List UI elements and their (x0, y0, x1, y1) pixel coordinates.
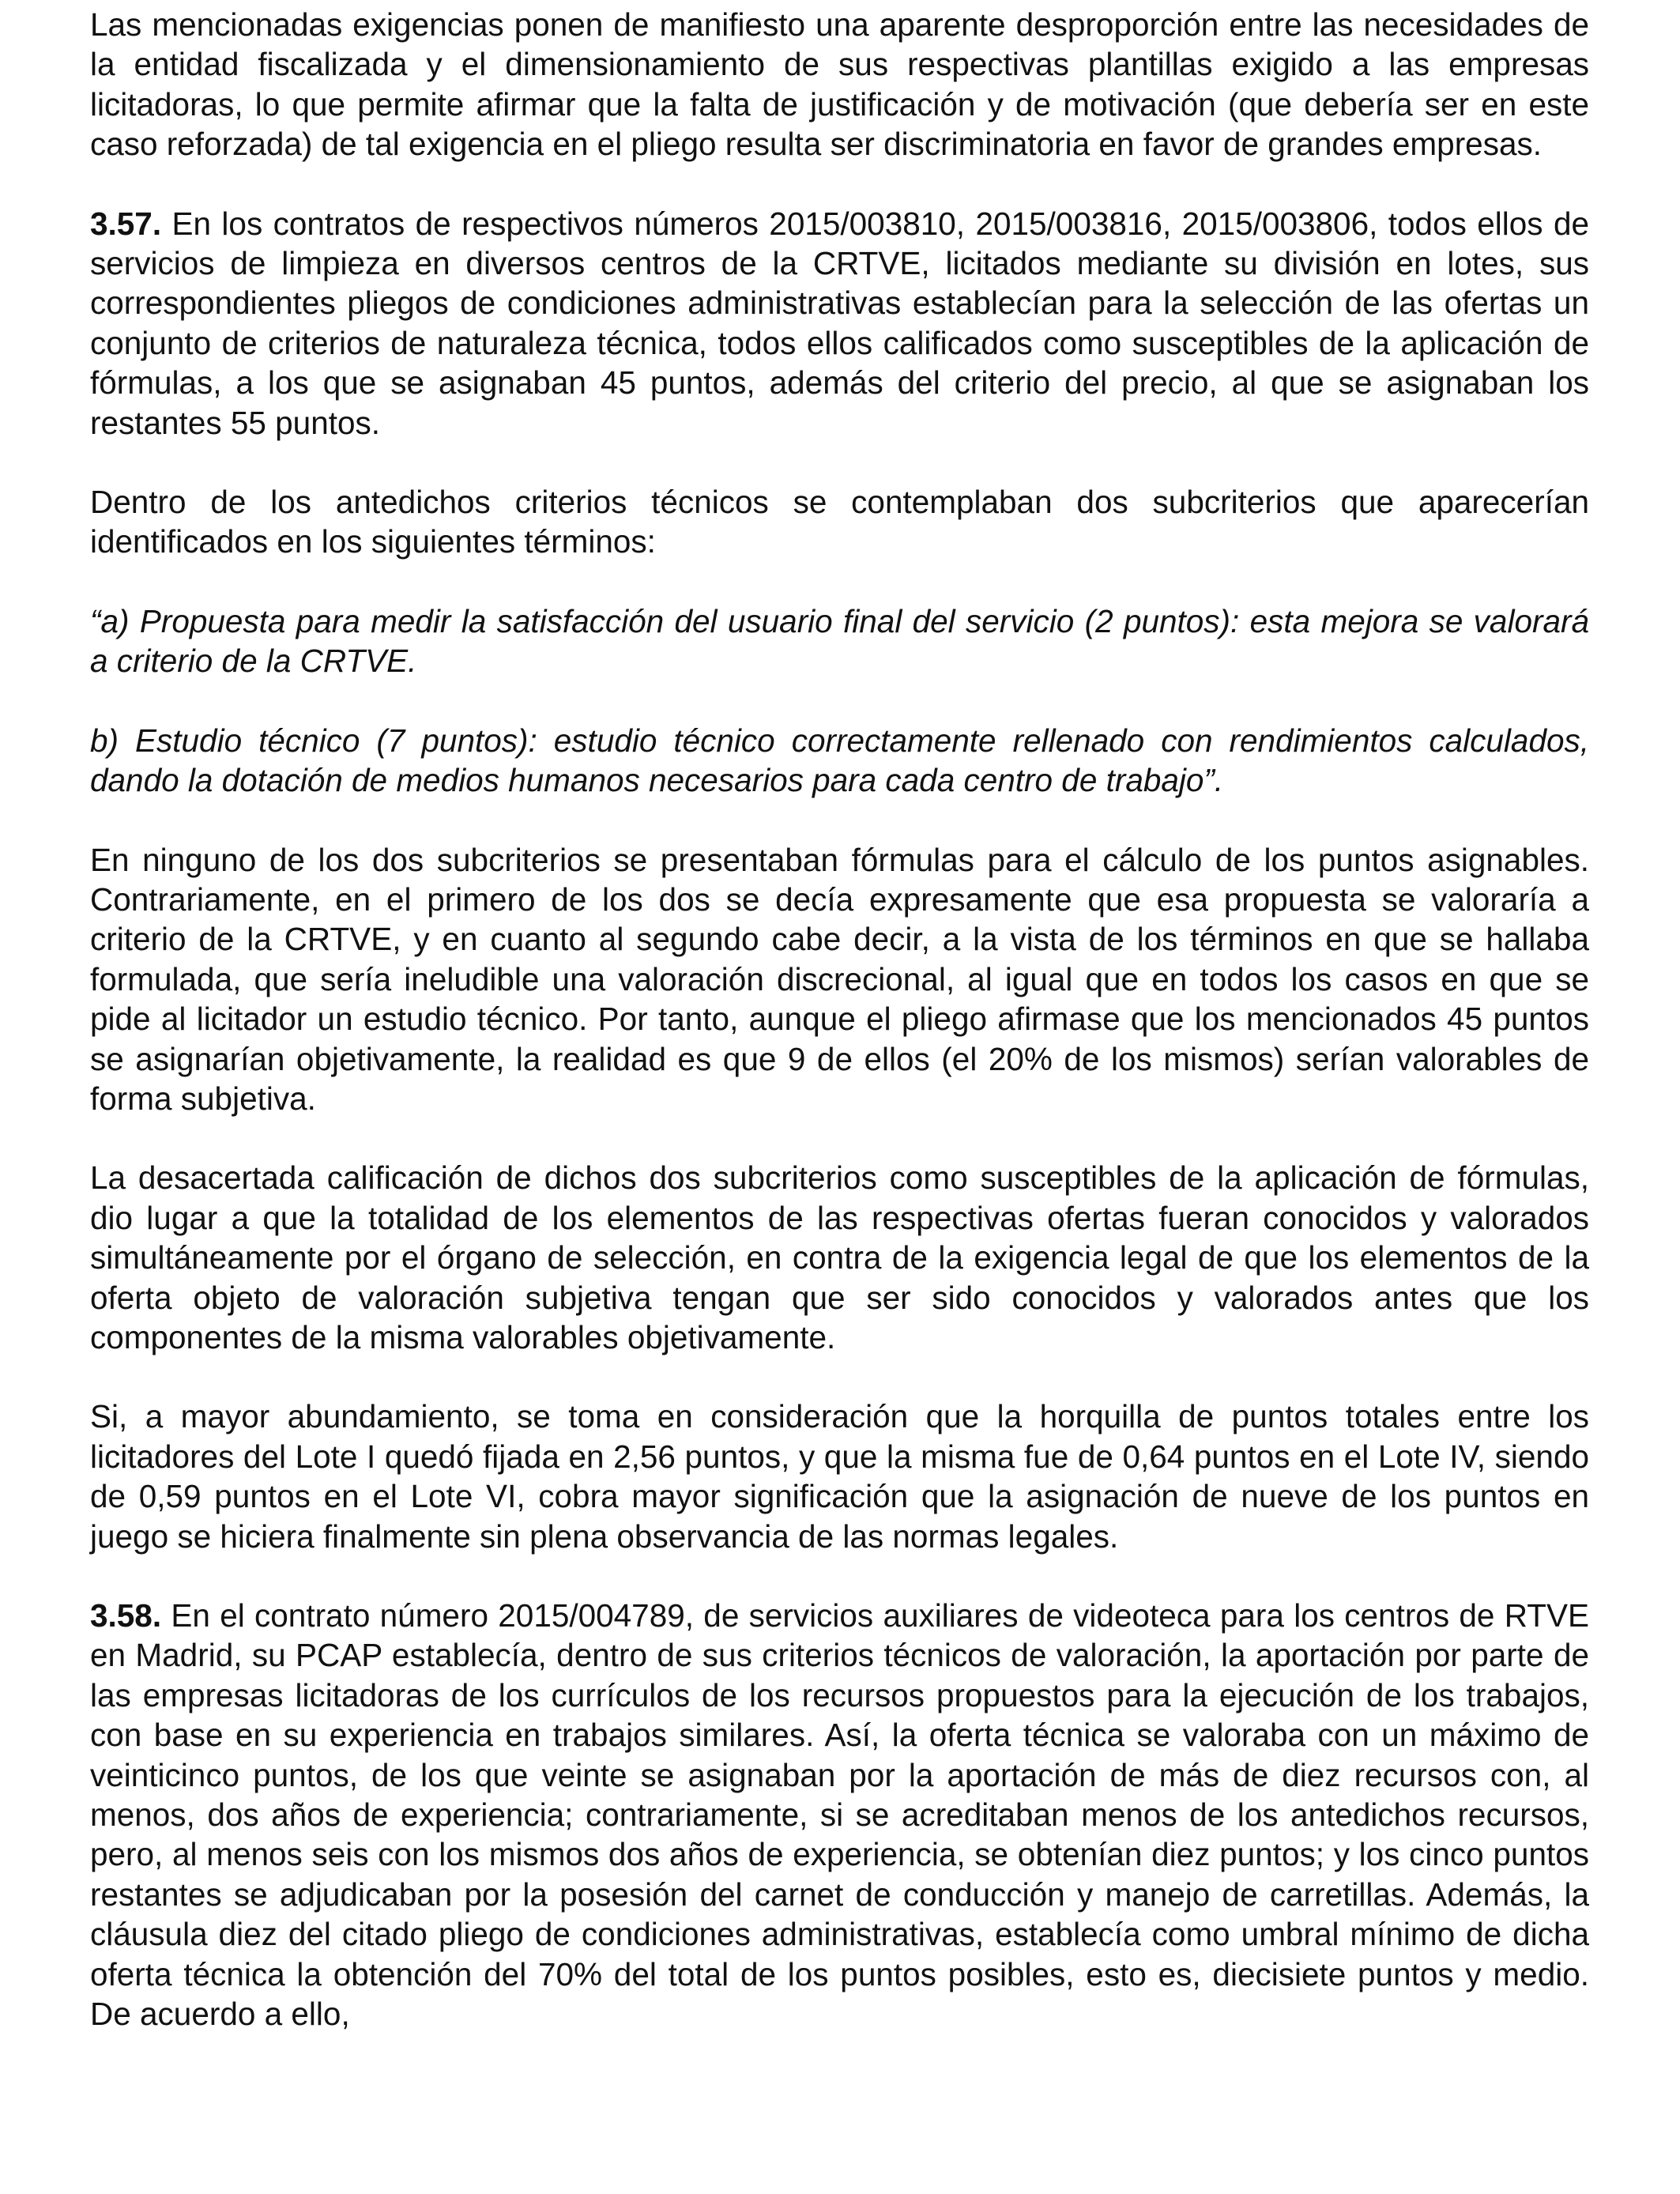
quote-subcriterion-b (90, 721, 1589, 801)
paragraph-text: Si, a mayor abundamiento, se toma en consideración que la horquilla de puntos totales entre los licitadores del Lote I quedó fijada en 2,56 puntos, y que la misma fue de 0,64 puntos en el Lote IV, siendo de 0,59 puntos en el Lote VI, cobra mayor significación que la asignación de nueve de los puntos en juego se hiciera finalmente sin plena observancia de las normas legales. (90, 1398, 1589, 1555)
paragraph-text: “a) Propuesta para medir la satisfacción del usuario final del servicio (2 puntos): esta mejora se valorará a criterio de la CRTVE. (90, 602, 1589, 680)
paragraph-text: Las mencionadas exigencias ponen de manifiesto una aparente desproporción entre las necesidades de la entidad fiscalizada y el dimensionamiento de sus respectivas plantillas exigido a las empresas licitadoras, lo que permite afirmar que la falta de justificación y de motivación (que debería ser en este caso reforzada) de tal exigencia en el pliego resulta ser discriminatoria en favor de grandes empresas. (90, 6, 1589, 163)
paragraph-text: En los contratos de respectivos números 2015/003810, 2015/003816, 2015/003806, todos ellos de servicios de limpieza en diversos centros de la CRTVE, licitados mediante su división en lotes, sus correspondientes pliegos de condiciones administrativas establecían para la selección de las ofertas un conjunto de criterios de naturaleza técnica, todos ellos calificados como susceptibles de la aplicación de fórmulas, a los que se asignaban 45 puntos, además del criterio del precio, al que se asignaban los restantes 55 puntos. (90, 205, 1589, 441)
paragraph-misclassification (90, 1158, 1589, 1357)
paragraph-no-formulas (90, 840, 1589, 1119)
paragraph-text: En el contrato número 2015/004789, de servicios auxiliares de videoteca para los centros de RTVE en Madrid, su PCAP establecía, dentro de sus criterios técnicos de valoración, la aportación por parte de las empresas licitadoras de los currículos de los recursos propuestos para la ejecución de los trabajos, con base en su experiencia en trabajos similares. Así, la oferta técnica se valoraba con un máximo de veinticinco puntos, de los que veinte se asignaban por la aportación de más de diez recursos con, al menos, dos años de experiencia; contrariamente, si se acreditaban menos de los antedichos recursos, pero, al menos seis con los mismos dos años de experiencia, se obtenían diez puntos; y los cinco puntos restantes se adjudicaban por la posesión del carnet de conducción y manejo de carretillas. Además, la cláusula diez del citado pliego de condiciones administrativas, establecía como umbral mínimo de dicha oferta técnica la obtención del 70% del total de los puntos posibles, esto es, diecisiete puntos y medio. De acuerdo a ello, (90, 1597, 1589, 2033)
paragraph-text: b) Estudio técnico (7 puntos): estudio técnico correctamente rellenado con rendimientos calculados, dando la dotación de medios humanos necesarios para cada centro de trabajo”. (90, 722, 1589, 799)
paragraph-number: 3.58. (90, 1597, 162, 1634)
paragraph-disproportion (90, 5, 1589, 164)
paragraph-text: Dentro de los antedichos criterios técnicos se contemplaban dos subcriterios que aparecerían identificados en los siguientes términos: (90, 484, 1589, 560)
paragraph-3-58 (90, 1596, 1589, 2034)
paragraph-subcriteria-intro (90, 482, 1589, 562)
paragraph-3-57 (90, 204, 1589, 443)
paragraph-number: 3.57. (90, 205, 162, 242)
paragraph-text: La desacertada calificación de dichos dos subcriterios como susceptibles de la aplicación de fórmulas, dio lugar a que la totalidad de los elementos de las respectivas ofertas fueran conocidos y valorados simultáneamente por el órgano de selección, en contra de la exigencia legal de que los elementos de la oferta objeto de valoración subjetiva tengan que ser sido conocidos y valorados antes que los componentes de la misma valorables objetivamente. (90, 1159, 1589, 1355)
paragraph-text: En ninguno de los dos subcriterios se presentaban fórmulas para el cálculo de los puntos asignables. Contrariamente, en el primero de los dos se decía expresamente que esa propuesta se valoraría a criterio de la CRTVE, y en cuanto al segundo cabe decir, a la vista de los términos en que se hallaba formulada, que sería ineludible una valoración discrecional, al igual que en todos los casos en que se pide al licitador un estudio técnico. Por tanto, aunque el pliego afirmase que los mencionados 45 puntos se asignarían objetivamente, la realidad es que 9 de ellos (el 20% de los mismos) serían valorables de forma subjetiva. (90, 841, 1589, 1117)
quote-subcriterion-a (90, 601, 1589, 681)
document-page (90, 0, 1589, 2073)
paragraph-point-range (90, 1397, 1589, 1556)
